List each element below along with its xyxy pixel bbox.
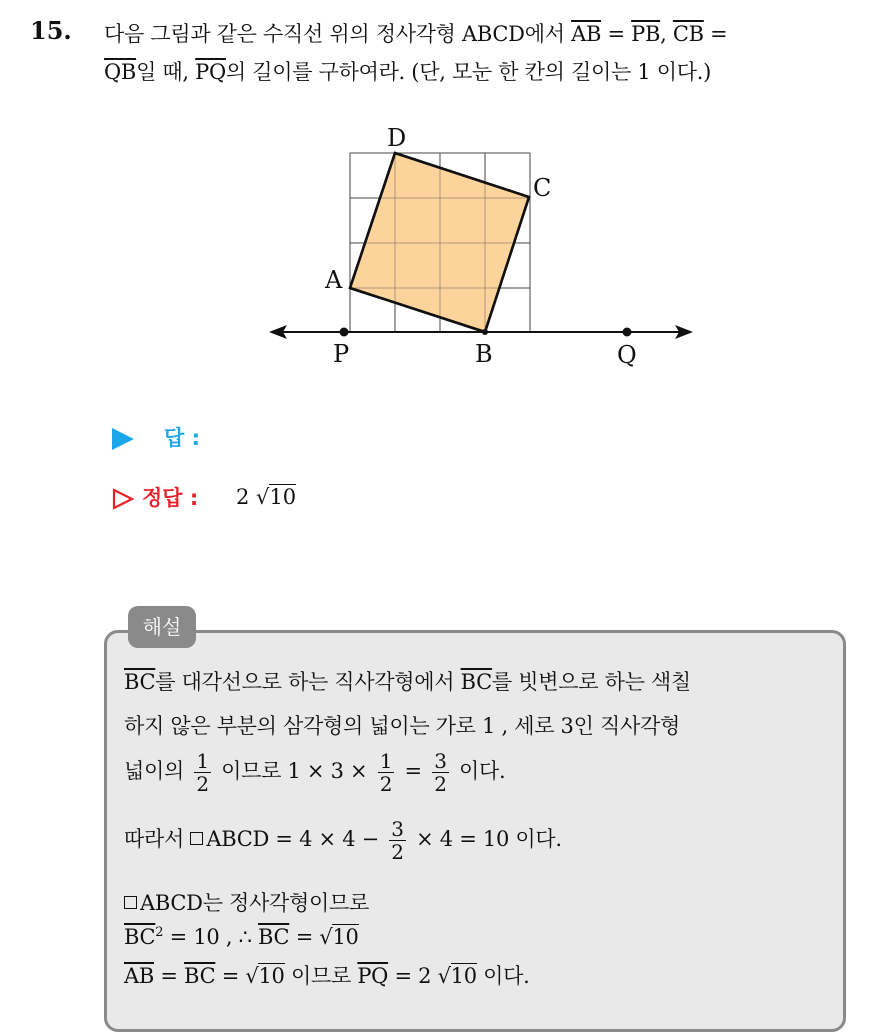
- solution-line-4: 따라서 ABCD = 4 × 4 − $\frac{3}{2}$ × 4 = 10 이다.: [124, 817, 562, 864]
- label-d: D: [387, 124, 407, 152]
- question-text-line-1: 다음 그림과 같은 수직선 위의 정사각형 ABCD에서 $\overline{AB} = \overline{PB}$, $\overline{CB}$ =: [104, 22, 728, 46]
- solution-line-6: $\overline{BC}^2 = 10$ , ∴ $\overline{BC} = √10$: [124, 925, 359, 949]
- answer-row: [112, 422, 200, 452]
- solution-line-3: 넓이의 $\frac{1}{2}$ 이므로 1 × 3 × $\frac{1}{2}$ = $\frac{3}{2}$ 이다.: [124, 749, 506, 796]
- question-text-line-2: $\overline{QB}$일 때, $\overline{PQ}$의 길이를 구하여라. (단, 모눈 한 칸의 길이는 1 이다.): [104, 60, 712, 84]
- solution-line-7: $\overline{AB} = \overline{BC} = √10$ 이므로 $\overline{PQ} = 2$ √10 이다.: [124, 964, 530, 988]
- solution-tab: 해설: [128, 606, 196, 648]
- correct-answer-value: 2 √10: [236, 485, 297, 509]
- point-q: [623, 328, 632, 337]
- square-abcd: [350, 153, 529, 332]
- answer-label: 답 :: [164, 426, 200, 450]
- label-p: P: [333, 340, 350, 368]
- square-symbol-icon: [124, 896, 137, 909]
- label-q: Q: [617, 341, 637, 369]
- play-icon: [112, 428, 134, 450]
- label-a: A: [325, 266, 343, 294]
- point-p: [340, 328, 349, 337]
- question-number: 15.: [30, 16, 72, 45]
- correct-answer-row: [112, 482, 198, 512]
- solution-line-1: $\overline{BC}$를 대각선으로 하는 직사각형에서 $\overline{BC}$를 빗변으로 하는 색칠: [124, 670, 691, 694]
- correct-answer-label: 정답 :: [142, 486, 199, 510]
- label-c: C: [533, 174, 552, 202]
- solution-line-2: 하지 않은 부분의 삼각형의 넓이는 가로 1 , 세로 3인 직사각형: [124, 714, 680, 738]
- square-symbol-icon: [190, 832, 203, 845]
- label-b: B: [475, 340, 493, 368]
- outline-triangle-icon: [112, 488, 134, 510]
- point-b: [482, 329, 488, 335]
- square-on-number-line-figure: [255, 118, 715, 378]
- solution-line-5: ABCD는 정사각형이므로: [124, 887, 369, 917]
